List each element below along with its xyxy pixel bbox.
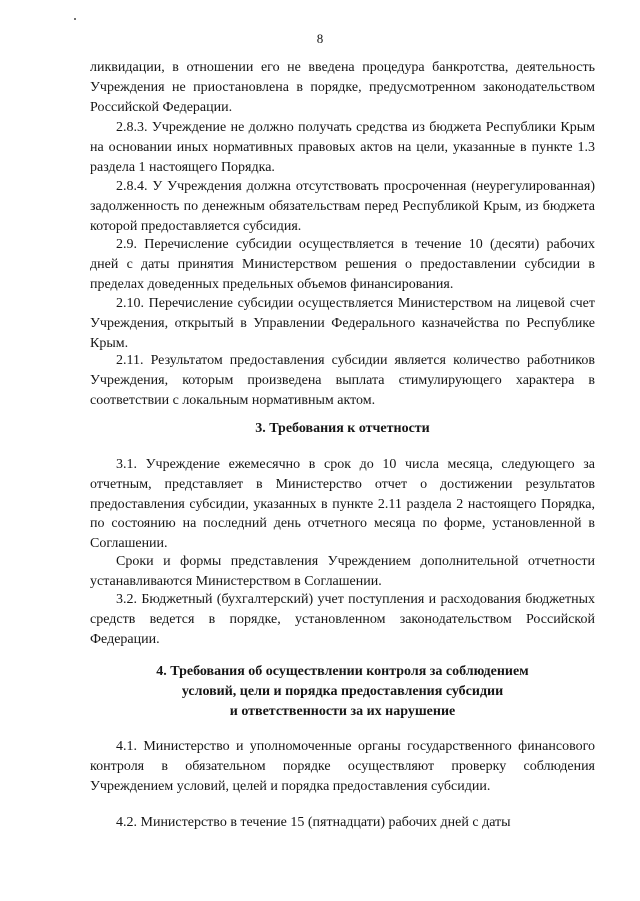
section-4-heading-line-2: условий, цели и порядка предоставления субсидии — [181, 683, 504, 699]
paragraph-continuation: ликвидации, в отношении его не введена процедура банкротства, деятельность Учреждения не приостановлена в порядке, предусмотренном законодательством Российской Федерации. — [90, 60, 595, 115]
page-number: 8 — [316, 31, 324, 46]
paragraph-2-8-4: 2.8.4. У Учреждения должна отсутствовать просроченная (неурегулированная) задолженность по денежным обязательствам перед Республикой Крым, из бюджета которой предоставляется субсидия. — [90, 179, 595, 234]
section-4-heading-line-3: и ответственности за их нарушение — [229, 703, 456, 719]
paragraph-4-2: 4.2. Министерство в течение 15 (пятнадцати) рабочих дней с даты — [116, 815, 511, 830]
paragraph-2-11: 2.11. Результатом предоставления субсидии является количество работников Учреждения, которым произведена выплата стимулирующего характера в соответствии с локальным нормативным актом. — [90, 353, 595, 408]
paragraph-3-2: 3.2. Бюджетный (бухгалтерский) учет поступления и расходования бюджетных средств ведется в порядке, установленном законодательством Российской Федерации. — [90, 592, 595, 647]
paragraph-2-8-3: 2.8.3. Учреждение не должно получать средства из бюджета Республики Крым на основании иных нормативных правовых актов на цели, указанные в пункте 1.3 раздела 1 настоящего Порядка. — [90, 120, 595, 175]
paragraph-4-1: 4.1. Министерство и уполномоченные органы государственного финансового контроля в обязательном порядке осуществляют проверку соблюдения Учреждением условий, целей и порядка предоставления субсидии. — [90, 739, 595, 794]
section-3-heading: 3. Требования к отчетности — [255, 421, 430, 436]
paragraph-3-1: 3.1. Учреждение ежемесячно в срок до 10 числа месяца, следующего за отчетным, представляет в Министерство отчет о достижении результатов предоставления субсидии, указанных в пункте 2.11 раздела 2 настоящего Порядка, по состоянию на последний день отчетного месяца по форме, установленной в Соглашении. — [90, 457, 595, 552]
paragraph-2-10: 2.10. Перечисление субсидии осуществляется Министерством на лицевой счет Учреждения, открытый в Управлении Федерального казначейства по Республике Крым. — [90, 296, 595, 351]
section-4-heading — [90, 662, 595, 721]
paragraph-3-1-additional: Сроки и формы представления Учреждением дополнительной отчетности устанавливаются Министерством в Соглашении. — [90, 554, 595, 589]
paragraph-2-9: 2.9. Перечисление субсидии осуществляется в течение 10 (десяти) рабочих дней с даты принятия Министерством решения о предоставлении субсидии в пределах доведенных предельных объемов финансирования. — [90, 237, 595, 292]
scan-dot — [74, 18, 76, 20]
section-4-heading-line-1: 4. Требования об осуществлении контроля за соблюдением — [156, 664, 529, 679]
